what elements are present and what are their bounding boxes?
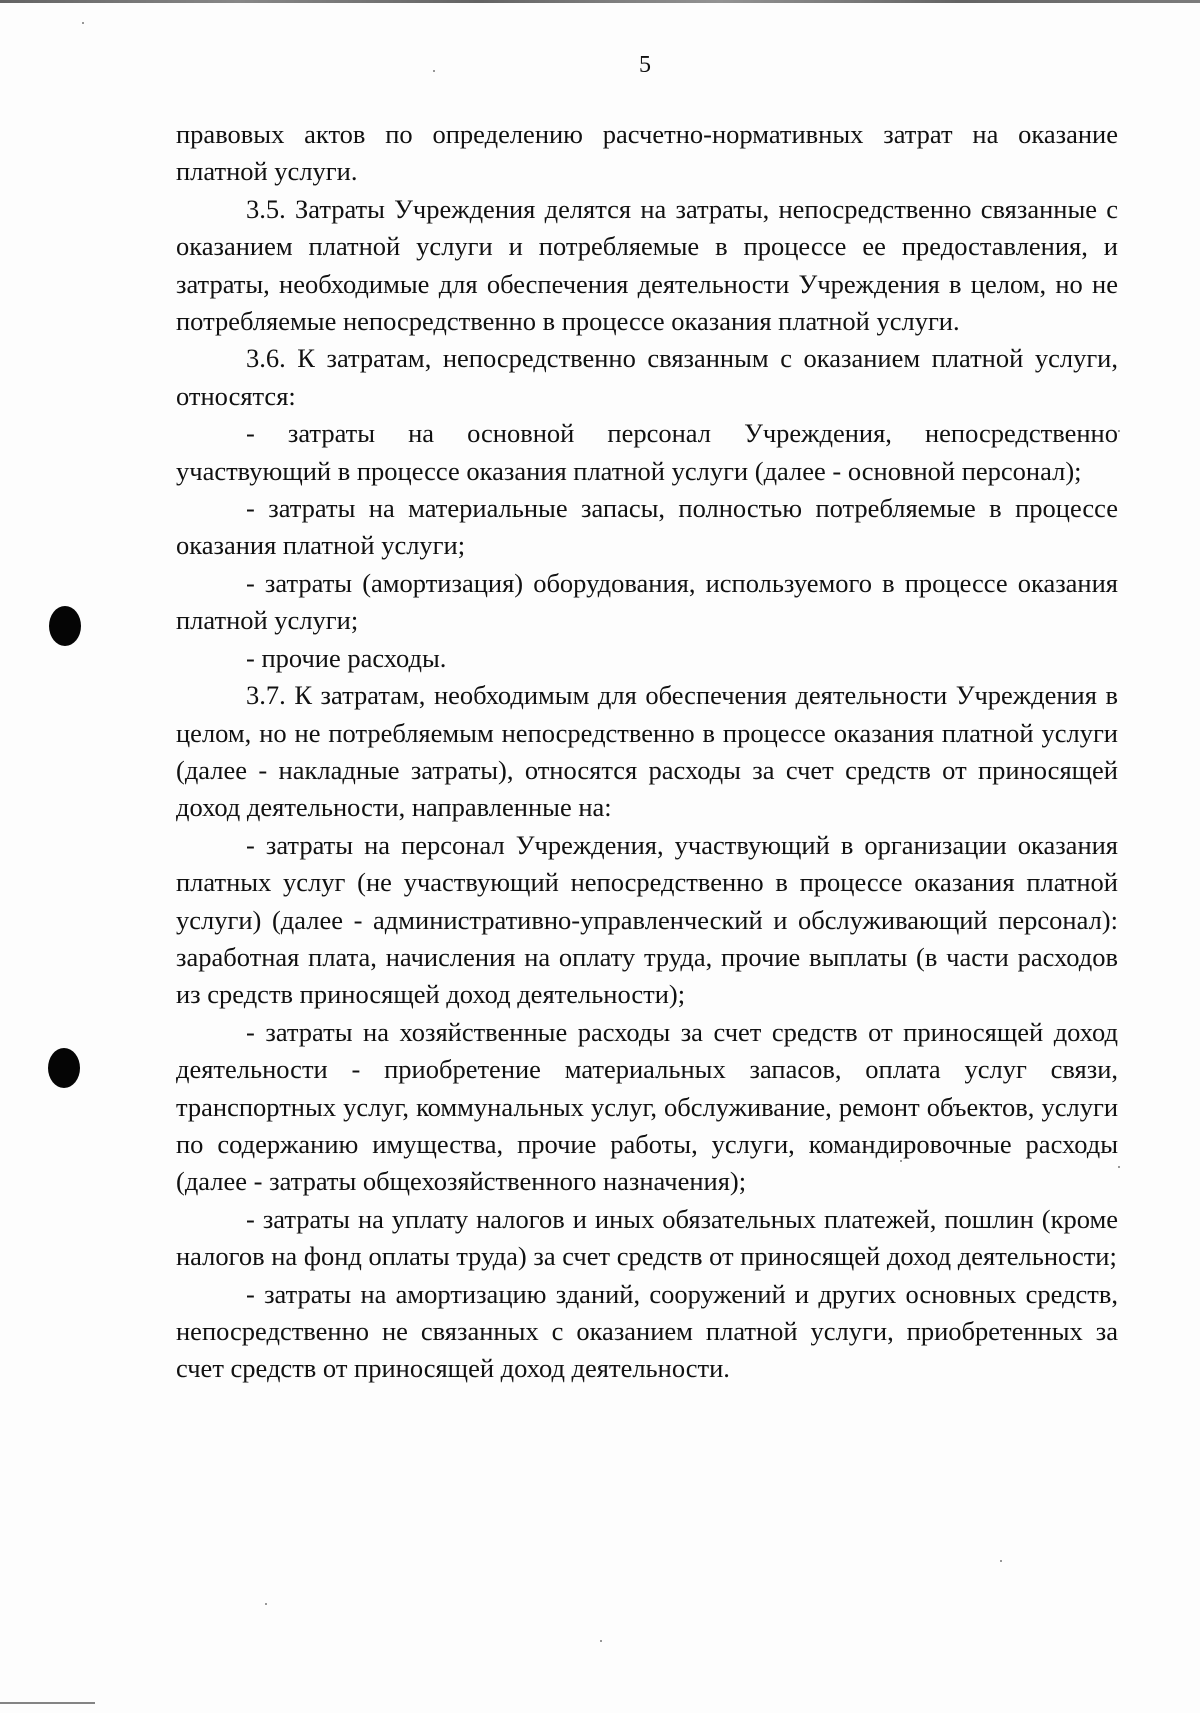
paragraph-3-6: 3.6. К затратам, непосредственно связанным с оказанием платной услуги, относятся:	[176, 343, 1118, 411]
punch-hole	[48, 1048, 80, 1088]
scan-speck	[433, 70, 435, 72]
paragraph: правовых актов по определению расчетно-нормативных затрат на оказание платной услуги.	[176, 119, 1118, 187]
paragraph-3-7: 3.7. К затратам, необходимым для обеспечения деятельности Учреждения в целом, но не потребляемым непосредственно в процессе оказания платной услуги (далее - накладные затраты), относятся расходы за счет средств от приносящей доход деятельности, направленные на:	[176, 680, 1118, 823]
list-item: - затраты на амортизацию зданий, сооружений и других основных средств, непосредственно не связанных с оказанием платной услуги, приобретенных за счет средств от приносящей доход деятельности.	[176, 1278, 1118, 1384]
list-item: - затраты на хозяйственные расходы за счет средств от приносящей доход деятельности - приобретение материальных запасов, оплата услуг связи, транспортных услуг, коммунальных услуг, обслуживание, ремонт объектов, услуги по содержанию имущества, прочие работы, услуги, командировочные расходы (далее - затраты общехозяйственного назначения);	[176, 1016, 1118, 1197]
list-item: - затраты на персонал Учреждения, участвующий в организации оказания платных услуг (не участвующий непосредственно в процессе оказания платной услуги) (далее - административно-управленческий и обслуживающий персонал): заработная плата, начисления на оплату труда, прочие выплаты (в части расходов из средств приносящей доход деятельности);	[176, 829, 1118, 1010]
scan-speck	[600, 1640, 602, 1642]
scan-speck	[1118, 430, 1120, 432]
list-item: - затраты на основной персонал Учреждения, непосредственно участвующий в процессе оказания платной услуги (далее - основной персонал);	[176, 418, 1118, 486]
document-body	[176, 116, 1118, 1388]
scan-speck	[1000, 1560, 1002, 1562]
scan-speck	[82, 22, 84, 24]
list-item: - затраты на материальные запасы, полностью потребляемые в процессе оказания платной услуги;	[176, 493, 1118, 561]
scan-speck	[900, 1160, 902, 1162]
paragraph-3-5: 3.5. Затраты Учреждения делятся на затраты, непосредственно связанные с оказанием платной услуги и потребляемые в процессе ее предоставления, и затраты, необходимые для обеспечения деятельности Учреждения в целом, но не потребляемые непосредственно в процессе оказания платной услуги.	[176, 193, 1118, 337]
list-item: - затраты (амортизация) оборудования, используемого в процессе оказания платной услуги;	[176, 567, 1118, 636]
scan-top-edge	[0, 0, 1200, 3]
list-item: - прочие расходы.	[246, 642, 447, 673]
punch-hole	[49, 606, 81, 646]
page-number: 5	[639, 52, 651, 78]
scan-speck	[265, 1603, 267, 1605]
scan-bottom-edge	[0, 1702, 95, 1704]
list-item: - затраты на уплату налогов и иных обязательных платежей, пошлин (кроме налогов на фонд оплаты труда) за счет средств от приносящей доход деятельности;	[176, 1203, 1118, 1272]
scan-speck	[1118, 1166, 1120, 1168]
